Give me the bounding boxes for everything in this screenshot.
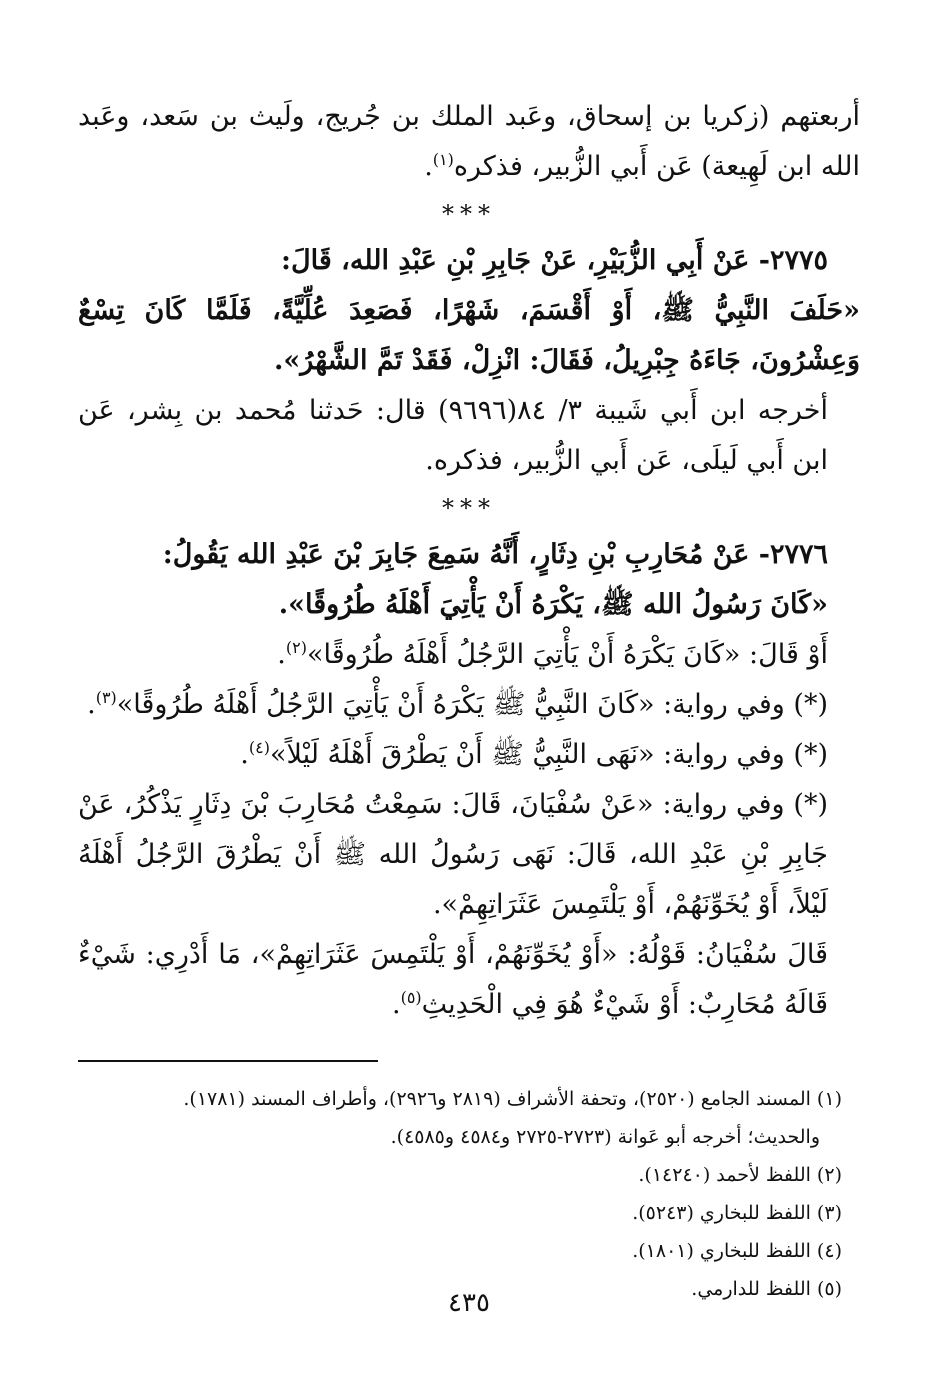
footnote-1: (١) المسند الجامع (٢٥٢٠)، وتحفة الأشراف (٢٨١٩ و٢٩٢٦)، وأطراف المسند (١٧٨١). (183, 1088, 842, 1110)
takhrij-2775: أخرجه ابن أَبي شَيبة ٣/ ٨٤(٩٦٩٦) قال: حَدثنا مُحمد بن بِشر، عَن ابن أَبي لَيلَى، عَن أَبي الزُّبير، فذكره. (78, 395, 829, 476)
page-number: ٤٣٥ (448, 1288, 490, 1318)
section-separator: *** (442, 494, 496, 522)
footnote-2: (٢) اللفظ لأحمد (١٤٢٤٠). (638, 1164, 842, 1186)
sentence-end: . (240, 739, 249, 770)
paragraph-text: (*) وفي رواية: «نَهَى النَّبِيُّ ﷺ أَنْ يَطْرُقَ أَهْلَهُ لَيْلاً» (269, 739, 828, 770)
hadith-heading-2775: ٢٧٧٥- عَنْ أَبِي الزُّبَيْرِ، عَنْ جَابِرِ بْنِ عَبْدِ الله، قَالَ: (281, 245, 828, 276)
footnote-ref-1[interactable]: (١) (432, 150, 454, 169)
paragraph-text: أربعتهم (زكريا بن إسحاق، وعَبد الملك بن جُريج، ولَيث بن سَعد، وعَبد الله ابن لَهِيعة) عَن أَبي الزُّبير، فذكره (78, 101, 860, 182)
sentence-end: . (87, 689, 96, 720)
sentence-end: . (277, 639, 286, 670)
paragraph-text: قَالَ سُفْيَانُ: قَوْلُهُ: «أَوْ يُخَوِّنَهُمْ، أَوْ يَلْتَمِسَ عَثَرَاتِهِمْ»، مَا أَدْرِي: شَيْءٌ قَالَهُ مُحَارِبٌ: أَوْ شَيْءٌ هُوَ فِي الْحَدِيثِ (78, 939, 828, 1020)
footnote-ref-2[interactable]: (٢) (285, 638, 307, 657)
sufyan-comment (78, 930, 860, 1030)
section-separator: *** (442, 200, 496, 228)
footnote-ref-4[interactable]: (٤) (248, 738, 270, 757)
paragraph-text: أَوْ قَالَ: «كَانَ يَكْرَهُ أَنْ يَأْتِيَ الرَّجُلُ أَهْلَهُ طُرُوقًا» (306, 639, 828, 670)
footnote-ref-3[interactable]: (٣) (95, 688, 117, 707)
main-text (78, 92, 860, 1030)
footnote-3: (٣) اللفظ للبخاري (٥٢٤٣). (632, 1202, 842, 1224)
riwaya-2 (78, 730, 860, 780)
footnotes (78, 1080, 860, 1308)
hadith-heading-2776: ٢٧٧٦- عَنْ مُحَارِبِ بْنِ دِثَارٍ، أَنَّهُ سَمِعَ جَابِرَ بْنَ عَبْدِ الله يَقُولُ: (162, 539, 828, 570)
sentence-end: . (391, 989, 401, 1020)
footnote-5: (٥) اللفظ للدارمي. (691, 1278, 842, 1300)
paragraph-narrators (78, 92, 860, 192)
riwaya-3: (*) وفي رواية: «عَنْ سُفْيَانَ، قَالَ: سَمِعْتُ مُحَارِبَ بْنَ دِثَارٍ يَذْكُرُ، عَنْ جَابِرِ بْنِ عَبْدِ الله، قَالَ: نَهَى رَسُولُ الله ﷺ أَنْ يَطْرُقَ الرَّجُلُ أَهْلَهُ لَيْلاً، أَوْ يُخَوِّنَهُمْ، أَوْ يَلْتَمِسَ عَثَرَاتِهِمْ». (78, 789, 828, 920)
alt-wording-1 (78, 630, 860, 680)
riwaya-1 (78, 680, 860, 730)
footnote-4: (٤) اللفظ للبخاري (١٨٠١). (632, 1240, 842, 1262)
hadith-text-2776: «كَانَ رَسُولُ الله ﷺ، يَكْرَهُ أَنْ يَأْتِيَ أَهْلَهُ طُرُوقًا». (278, 589, 828, 620)
footnote-ref-5[interactable]: (٥) (400, 988, 422, 1007)
footnote-1-continuation: والحديث؛ أخرجه أبو عَوانة (٢٧٢٣-٢٧٢٥ و٤٥٨٤ و٤٥٨٥). (390, 1126, 820, 1148)
hadith-text-2775: «حَلَفَ النَّبِيُّ ﷺ، أَوْ أَقْسَمَ، شَهْرًا، فَصَعِدَ عُلِّيَّةً، فَلَمَّا كَانَ تِسْعٌ وَعِشْرُونَ، جَاءَهُ جِبْرِيلُ، فَقَالَ: انْزِلْ، فَقَدْ تَمَّ الشَّهْرُ». (78, 295, 860, 376)
footnote-divider-wrap (78, 1060, 860, 1062)
sentence-end: . (424, 151, 433, 182)
paragraph-text: (*) وفي رواية: «كَانَ النَّبِيُّ ﷺ يَكْرَهُ أَنْ يَأْتِيَ الرَّجُلُ أَهْلَهُ طُرُوقًا» (116, 689, 828, 720)
footnote-divider (78, 1060, 378, 1062)
